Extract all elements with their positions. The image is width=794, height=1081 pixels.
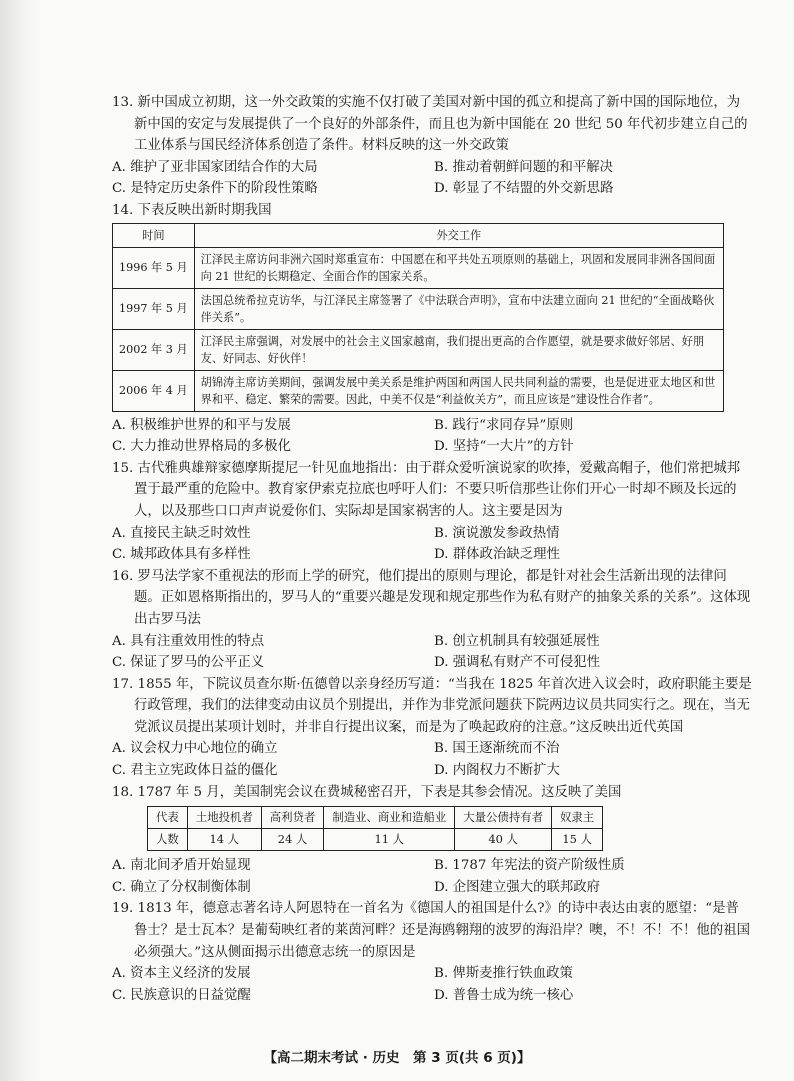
option-c: C. 城邦政体具有多样性 xyxy=(112,547,251,563)
options xyxy=(112,738,752,781)
options xyxy=(112,855,752,898)
question-stem: 17. 1855 年，下院议员查尔斯·伍德曾以亲身经历写道：“当我在 1825 年首次进入议会时，政府职能主要是行政管理，我们的法律变动由议员个别提出，并作为非党派问题获下院两边议员共同实行之。现在，当无党派议员提出某项计划时，并非自行提出议案，而是为了唤起政府的注意。”这反映出近代英国 xyxy=(112,676,752,735)
question-stem: 19. 1813 年，德意志著名诗人阿恩特在一首名为《德国人的祖国是什么?》的诗中表达由衷的愿望：“是普鲁士？是士瓦本？是葡萄映红者的莱茵河畔？还是海鸥翱翔的波罗的海沿岸？噢，不！不！不！他的祖国必须强大。”这从侧面揭示出德意志统一的原因是 xyxy=(112,901,750,960)
question-17 xyxy=(112,674,752,782)
table-row xyxy=(148,829,603,851)
question-stem: 15. 古代雅典雄辩家德摩斯提尼一针见血地指出：由于群众爱听演说家的吹捧，爱戴高帽子，他们常把城邦置于最严重的危险中。教育家伊索克拉底也呼吁人们：不要只听信那些让你们开心一时却不顾及长远的人，以及那些口口声声说爱你们、实际却是国家祸害的人。这主要是因为 xyxy=(112,460,741,519)
table-cell-text: 法国总统希拉克访华，与江泽民主席签署了《中法联合声明》，宣布中法建立面向 21 世纪的“全面战略伙伴关系”。 xyxy=(194,288,723,329)
table-header: 外交工作 xyxy=(194,223,723,247)
option-d: D. 群体政治缺乏理性 xyxy=(434,547,560,563)
option-a: A. 议会权力中心地位的确立 xyxy=(112,741,278,757)
option-a: A. 直接民主缺乏时效性 xyxy=(112,525,251,541)
exam-content xyxy=(112,92,752,1006)
option-c: C. 君主立宪政体日益的僵化 xyxy=(112,763,278,779)
question-stem: 14. 下表反映出新时期我国 xyxy=(112,202,272,218)
question-19 xyxy=(112,898,752,1006)
table-header: 高利贷者 xyxy=(261,807,324,829)
option-b: B. 俾斯麦推行铁血政策 xyxy=(434,966,573,982)
diplomacy-table xyxy=(112,223,724,412)
question-18 xyxy=(112,782,752,899)
table-cell: 15 人 xyxy=(552,829,603,851)
options xyxy=(112,415,752,458)
option-b: B. 推动着朝鲜问题的和平解决 xyxy=(434,159,614,175)
option-a: A. 南北间矛盾开始显现 xyxy=(112,858,251,874)
question-14 xyxy=(112,200,752,458)
option-b: B. 创立机制具有较强延展性 xyxy=(434,633,600,649)
table-cell-year: 2006 年 4 月 xyxy=(113,370,195,411)
table-header: 制造业、商业和造船业 xyxy=(324,807,455,829)
option-d: D. 强调私有财产不可侵犯性 xyxy=(434,655,601,671)
option-c: C. 是特定历史条件下的阶段性策略 xyxy=(112,181,318,197)
option-a: A. 维护了亚非国家团结合作的大局 xyxy=(112,159,318,175)
table-header: 代表 xyxy=(148,807,188,829)
table-cell-year: 1996 年 5 月 xyxy=(113,247,195,288)
option-d: D. 彰显了不结盟的外交新思路 xyxy=(434,181,614,197)
torn-edge xyxy=(0,0,40,1081)
table-row xyxy=(113,329,724,370)
table-cell-year: 2002 年 3 月 xyxy=(113,329,195,370)
table-cell: 人数 xyxy=(148,829,188,851)
options xyxy=(112,631,752,674)
option-a: A. 具有注重效用性的特点 xyxy=(112,633,265,649)
table-header: 土地投机者 xyxy=(187,807,261,829)
option-b: B. 践行“求同存异”原则 xyxy=(434,417,574,433)
options xyxy=(112,523,752,566)
question-stem: 18. 1787 年 5 月，美国制宪会议在费城秘密召开，下表是其参会情况。这反映了美国 xyxy=(112,784,622,800)
table-row xyxy=(113,247,724,288)
table-cell: 11 人 xyxy=(324,829,455,851)
table-cell: 14 人 xyxy=(187,829,261,851)
option-c: C. 确立了分权制衡体制 xyxy=(112,879,251,895)
page-footer: 【高二期末考试 · 历史 第 3 页(共 6 页)】 xyxy=(263,1050,531,1066)
option-c: C. 民族意识的日益觉醒 xyxy=(112,987,251,1003)
table-row xyxy=(113,288,724,329)
table-cell: 24 人 xyxy=(261,829,324,851)
table-header: 时间 xyxy=(113,223,195,247)
option-d: D. 普鲁士成为统一核心 xyxy=(434,987,574,1003)
table-cell-year: 1997 年 5 月 xyxy=(113,288,195,329)
options xyxy=(112,963,752,1006)
option-d: D. 内阁权力不断扩大 xyxy=(434,763,560,779)
table-cell-text: 江泽民主席访问非洲六国时郑重宣布：中国愿在和平共处五项原则的基础上，巩固和发展同非洲各国间面向 21 世纪的长期稳定、全面合作的国家关系。 xyxy=(194,247,723,288)
question-16 xyxy=(112,566,752,674)
option-c: C. 保证了罗马的公平正义 xyxy=(112,655,265,671)
table-cell: 40 人 xyxy=(455,829,552,851)
option-b: B. 国王逐渐统而不治 xyxy=(434,741,560,757)
delegates-table xyxy=(147,806,603,851)
question-13 xyxy=(112,92,752,200)
table-row xyxy=(113,370,724,411)
option-b: B. 演说激发参政热情 xyxy=(434,525,560,541)
option-a: A. 积极维护世界的和平与发展 xyxy=(112,417,291,433)
question-stem: 13. 新中国成立初期，这一外交政策的实施不仅打破了美国对新中国的孤立和提高了新中国的国际地位，为新中国的安定与发展提供了一个良好的外部条件，而且也为新中国能在 20 世纪 50 年代初步建立自己的工业体系与国民经济体系创造了条件。材料反映的这一外交政策 xyxy=(112,95,748,154)
table-cell-text: 胡锦涛主席访美期间，强调发展中美关系是维护两国和两国人民共同利益的需要，也是促进亚太地区和世界和平、稳定、繁荣的需要。因此，中美不仅是“利益攸关方”，而且应该是“建设性合作者”。 xyxy=(194,370,723,411)
option-d: D. 坚持“一大片”的方针 xyxy=(434,439,574,455)
option-c: C. 大力推动世界格局的多极化 xyxy=(112,439,291,455)
table-cell-text: 江泽民主席强调，对发展中的社会主义国家越南，我们提出更高的合作愿望，就是要求做好邻居、好朋友、好同志、好伙伴！ xyxy=(194,329,723,370)
table-header: 奴隶主 xyxy=(552,807,603,829)
table-header: 大量公债持有者 xyxy=(455,807,552,829)
option-b: B. 1787 年宪法的资产阶级性质 xyxy=(434,858,625,874)
question-stem: 16. 罗马法学家不重视法的形而上学的研究，他们提出的原则与理论，都是针对社会生活新出现的法律问题。正如恩格斯指出的，罗马人的“重要兴趣是发现和规定那些作为私有财产的抽象关系的关系”。这体现出古罗马法 xyxy=(112,568,751,627)
question-15 xyxy=(112,458,752,566)
option-d: D. 企图建立强大的联邦政府 xyxy=(434,879,601,895)
option-a: A. 资本主义经济的发展 xyxy=(112,966,251,982)
options xyxy=(112,157,752,200)
table-header-row xyxy=(113,223,724,247)
table-header-row xyxy=(148,807,603,829)
